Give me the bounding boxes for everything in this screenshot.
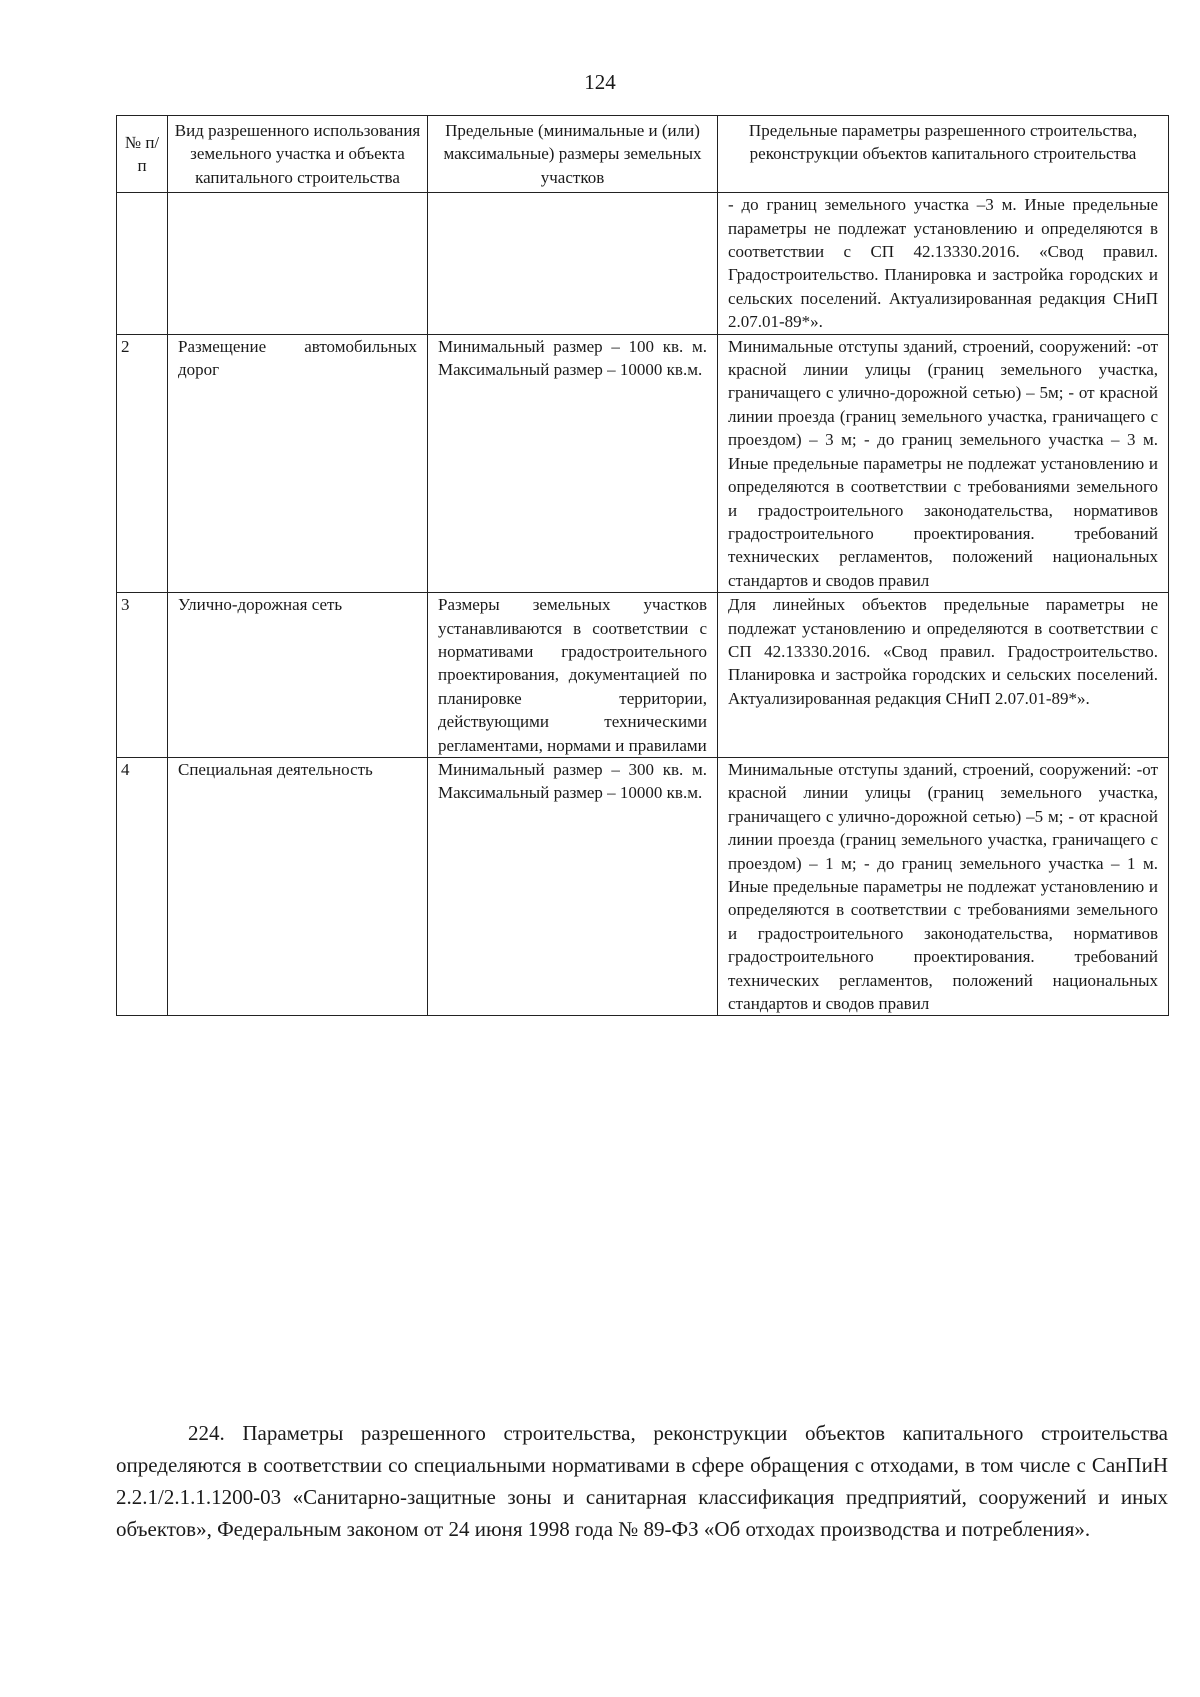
cell-number: 3 xyxy=(117,593,168,758)
header-use-type: Вид разрешенного использования земельного участка и объекта капитального строительства xyxy=(168,116,428,193)
cell-plot-sizes: Минимальный размер – 300 кв. м. Максимальный размер – 10000 кв.м. xyxy=(428,757,718,1015)
cell-number: 4 xyxy=(117,757,168,1015)
cell-plot-sizes xyxy=(428,193,718,334)
cell-use-type: Специальная деятельность xyxy=(168,757,428,1015)
cell-plot-sizes: Минимальный размер – 100 кв. м. Максимальный размер – 10000 кв.м. xyxy=(428,334,718,592)
header-number: № п/п xyxy=(117,116,168,193)
cell-use-type: Размещение автомобильных дорог xyxy=(168,334,428,592)
cell-construction-params: Для линейных объектов предельные параметры не подлежат установлению и определяются в соответствии с СП 42.13330.2016. «Свод правил. Градостроительство. Планировка и застройка городских и сельских поселений. Актуализированная редакция СНиП 2.07.01-89*». xyxy=(718,593,1169,758)
table-row xyxy=(117,757,1169,1015)
table-header-row xyxy=(117,116,1169,193)
page-number: 124 xyxy=(584,70,616,94)
cell-use-type: Улично-дорожная сеть xyxy=(168,593,428,758)
table-row xyxy=(117,334,1169,592)
header-construction-params: Предельные параметры разрешенного строительства, реконструкции объектов капитального строительства xyxy=(718,116,1169,193)
cell-construction-params: - до границ земельного участка –3 м. Иные предельные параметры не подлежат установлению и определяются в соответствии с СП 42.13330.2016. «Свод правил. Градостроительство. Планировка и застройка городских и сельских поселений. Актуализированная редакция СНиП 2.07.01-89*». xyxy=(718,193,1169,334)
paragraph-224: 224. Параметры разрешенного строительства, реконструкции объектов капитального строительства определяются в соответствии со специальными нормативами в сфере обращения с отходами, в том числе с СанПиН 2.2.1/2.1.1.1200-03 «Санитарно-защитные зоны и санитарная классификация предприятий, сооружений и иных объектов», Федеральным законом от 24 июня 1998 года № 89-ФЗ «Об отходах производства и потребления». xyxy=(116,1421,1168,1541)
regulations-table xyxy=(116,115,1169,1016)
header-plot-sizes: Предельные (минимальные и (или) максимальные) размеры земельных участков xyxy=(428,116,718,193)
cell-number: 2 xyxy=(117,334,168,592)
cell-construction-params: Минимальные отступы зданий, строений, сооружений: -от красной линии улицы (границ земельного участка, граничащего с улично-дорожной сетью) –5 м; - от красной линии проезда (границ земельного участка, граничащего с проездом) – 1 м; - до границ земельного участка – 1 м. Иные предельные параметры не подлежат установлению и определяются в соответствии с требованиями земельного и градостроительного законодательства, нормативов градостроительного проектирования. требований технических регламентов, положений национальных стандартов и сводов правил xyxy=(718,757,1169,1015)
cell-number xyxy=(117,193,168,334)
table-row xyxy=(117,593,1169,758)
cell-construction-params: Минимальные отступы зданий, строений, сооружений: -от красной линии улицы (границ земельного участка, граничащего с улично-дорожной сетью) – 5м; - от красной линии проезда (границ земельного участка, граничащего с проездом) – 3 м; - до границ земельного участка – 3 м. Иные предельные параметры не подлежат установлению и определяются в соответствии с требованиями земельного и градостроительного законодательства, нормативов градостроительного проектирования. требований технических регламентов, положений национальных стандартов и сводов правил xyxy=(718,334,1169,592)
cell-use-type xyxy=(168,193,428,334)
cell-plot-sizes: Размеры земельных участков устанавливаются в соответствии с нормативами градостроительного проектирования, документацией по планировке территории, действующими техническими регламентами, нормами и правилами xyxy=(428,593,718,758)
table-row-continuation xyxy=(117,193,1169,334)
